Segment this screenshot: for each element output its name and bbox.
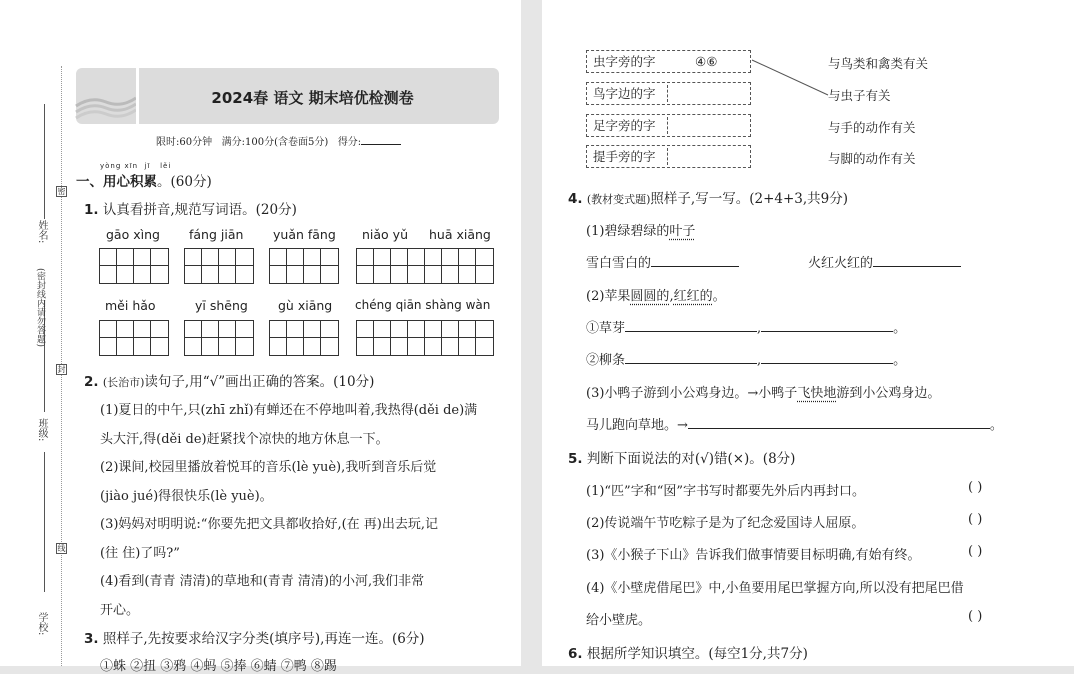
section-heading: 一、用心积累。(60分) [76,174,212,190]
q5-item: 给小壁虎。 [586,613,652,628]
match-box[interactable]: 虫字旁的字 ④⑥ [586,50,751,73]
q5-item: (3)《小猴子下山》告诉我们做事情要目标明确,有始有终。 [586,548,921,563]
question-4: 4. (教材变式题)照样子,写一写。(2+4+3,共9分) [568,191,849,207]
binding-school-label: 学校: [36,612,47,636]
question-5: 5. 判断下面说法的对(√)错(×)。(8分) [568,451,796,467]
judge-paren[interactable]: ( ) [968,512,983,527]
binding-class-label: 班级: [36,418,47,442]
q4-item: ①草芽 , 。 [586,321,907,336]
writing-grid[interactable] [269,248,339,284]
heading-ruby: yòng xīn jī lěi [100,162,172,170]
judge-paren[interactable]: ( ) [968,609,983,624]
binding-line [44,452,45,592]
q5-item: (2)传说端午节吃粽子是为了纪念爱国诗人屈原。 [586,516,865,531]
exam-info [156,133,401,148]
q2-line: 开心。 [100,603,140,618]
question-6: 6. 根据所学知识填空。(每空1分,共7分) [568,646,808,662]
pinyin: fáng jiān [189,227,244,242]
q4-item: 雪白雪白的 [586,252,739,271]
answer-blank[interactable] [651,266,739,267]
writing-grid[interactable] [184,320,254,356]
pinyin: yī shēng [195,298,248,313]
example-answer: ④⑥ [695,54,718,69]
binding-line [44,104,45,219]
answer-blank[interactable] [761,363,893,364]
writing-grid[interactable] [99,248,169,284]
binding-name-label: 姓名: [36,220,47,244]
q2-line: 头大汗,得(děi de)赶紧找个凉快的地方休息一下。 [100,432,389,447]
match-box[interactable]: 提手旁的字 [586,145,751,168]
match-target[interactable]: 与虫子有关 [828,88,891,103]
question-3: 3. 照样子,先按要求给汉字分类(填序号),再连一连。(6分) [84,631,425,647]
pinyin: niǎo yǔ [362,227,408,242]
match-target[interactable]: 与脚的动作有关 [828,151,916,166]
answer-blank[interactable] [625,331,757,332]
answer-blank[interactable] [625,363,757,364]
q2-line: (3)妈妈对明明说:“你要先把文具都收拾好,(在 再)出去玩,记 [100,517,438,532]
q2-line: (4)看到(青青 清清)的草地和(青青 清清)的小河,我们非常 [100,574,425,589]
connector-line [750,55,830,100]
q4-item: 马儿跑向草地。→ 。 [586,418,1003,433]
pinyin: chéng qiān shàng wàn [355,298,491,312]
full-score: 满分:100分(含卷面5分) [221,137,329,148]
writing-grid[interactable] [356,320,494,356]
pinyin: huā xiāng [429,227,491,242]
answer-blank[interactable] [761,331,893,332]
q2-line: (jiào jué)得很快乐(lè yuè)。 [100,489,273,504]
pinyin: gù xiāng [278,298,333,313]
q4-item: 火红火红的 [808,252,961,271]
binding-tag: 线 [57,544,66,553]
writing-grid[interactable] [184,248,254,284]
q2-line: (2)课间,校园里播放着悦耳的音乐(lè yuè),我听到音乐后觉 [100,460,437,475]
left-page [0,0,521,674]
q4-example-2: (2)苹果圆圆的,红红的。 [586,289,726,304]
binding-tag: 密 [57,187,66,196]
match-target[interactable]: 与手的动作有关 [828,120,916,135]
time-limit: 限时:60分钟 [156,137,213,148]
q4-example-3: (3)小鸭子游到小公鸡身边。→小鸭子飞快地游到小公鸡身边。 [586,386,941,401]
judge-paren[interactable]: ( ) [968,480,983,495]
judge-paren[interactable]: ( ) [968,544,983,559]
page-title: 2024春 语文 期末培优检测卷 [211,89,414,107]
match-box[interactable]: 足字旁的字 [586,114,751,137]
answer-blank[interactable] [873,266,961,267]
pinyin: yuǎn fāng [273,227,336,242]
match-target[interactable]: 与鸟类和禽类有关 [828,56,929,71]
q4-item: ②柳条 , 。 [586,353,907,368]
writing-grid[interactable] [99,320,169,356]
binding-note: (密封线内请勿答题) [35,268,45,348]
title-banner [76,68,499,124]
writing-grid[interactable] [269,320,339,356]
question-2: 2. (长治市)读句子,用“√”画出正确的答案。(10分) [84,374,375,390]
pinyin: měi hǎo [105,298,156,313]
q5-item: (1)“匹”字和“囡”字书写时都要先外后内再封口。 [586,484,865,499]
score-field[interactable] [361,144,401,145]
q5-item: (4)《小壁虎借尾巴》中,小鱼要用尾巴掌握方向,所以没有把尾巴借 [586,581,964,596]
q3-chars: ①蛛 ②扭 ③鸦 ④蚂 ⑤捧 ⑥蜻 ⑦鸭 ⑧踢 [100,659,337,674]
match-box[interactable]: 鸟字边的字 [586,82,751,105]
question-1: 1. 认真看拼音,规范写词语。(20分) [84,202,297,218]
q2-line: (1)夏日的中午,只(zhī zhǐ)有蝉还在不停地叫着,我热得(děi de)满 [100,403,478,418]
answer-blank[interactable] [688,428,990,429]
binding-tag: 封 [57,365,66,374]
pinyin: gāo xìng [106,227,160,242]
q4-example-1: (1)碧绿碧绿的叶子 [586,224,696,239]
q2-line: (往 住)了吗?” [100,546,180,561]
writing-grid[interactable] [356,248,494,284]
score-label: 得分: [337,137,362,148]
